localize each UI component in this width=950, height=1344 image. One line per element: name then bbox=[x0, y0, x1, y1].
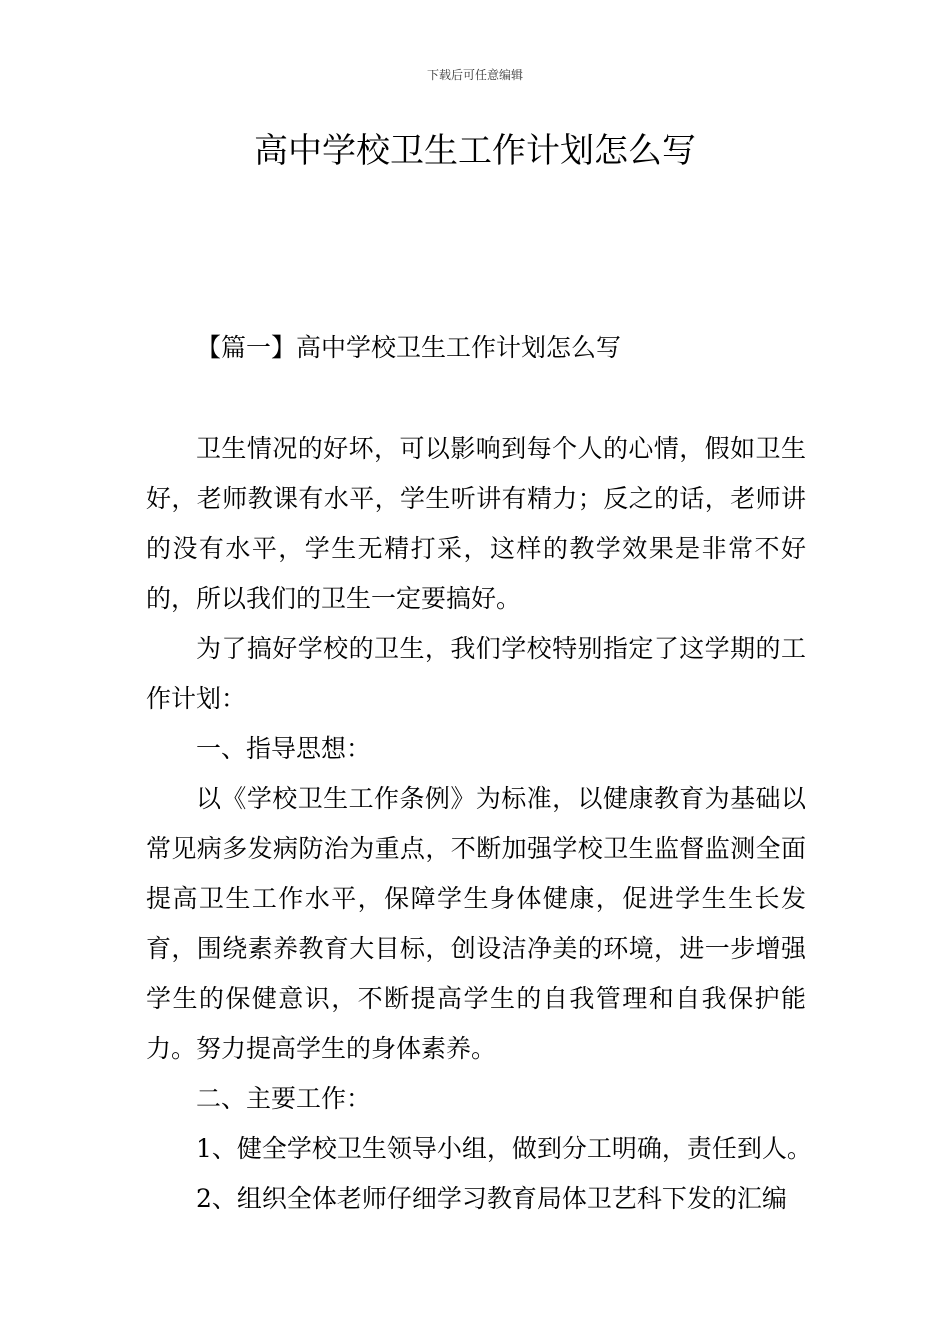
paragraph-intro: 卫生情况的好坏，可以影响到每个人的心情，假如卫生好，老师教课有水平，学生听讲有精力；反之的话，老师讲的没有水平，学生无精打采，这样的教学效果是非常不好的，所以我们的卫生一定要搞好。 bbox=[146, 434, 806, 613]
document-body bbox=[146, 424, 812, 1224]
section-heading: 【篇一】高中学校卫生工作计划怎么写 bbox=[196, 333, 622, 362]
header-note: 下载后可任意编辑 bbox=[426, 68, 523, 82]
document-title: 高中学校卫生工作计划怎么写 bbox=[254, 131, 696, 171]
list-item-2: 2、组织全体老师仔细学习教育局体卫艺科下发的汇编 bbox=[196, 1184, 787, 1213]
heading-guiding-ideology: 一、指导思想： bbox=[196, 734, 372, 763]
paragraph-plan-intro: 为了搞好学校的卫生，我们学校特别指定了这学期的工作计划： bbox=[146, 634, 806, 713]
list-item-1: 1、健全学校卫生领导小组，做到分工明确，责任到人。 bbox=[196, 1134, 812, 1163]
paragraph-guiding-ideology: 以《学校卫生工作条例》为标准，以健康教育为基础以常见病多发病防治为重点，不断加强学校卫生监督监测全面提高卫生工作水平，保障学生身体健康，促进学生生长发育，围绕素养教育大目标，创设洁净美的环境，进一步增强学生的保健意识，不断提高学生的自我管理和自我保护能力。努力提高学生的身体素养。 bbox=[146, 784, 806, 1063]
heading-main-work: 二、主要工作： bbox=[196, 1084, 372, 1113]
